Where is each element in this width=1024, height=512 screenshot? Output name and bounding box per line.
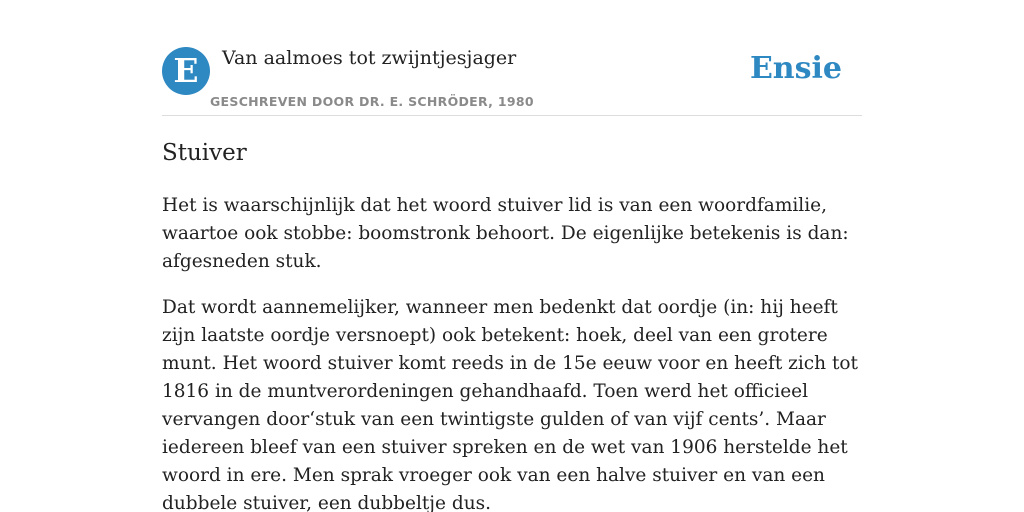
entry-body [162,192,867,512]
header-divider [162,115,862,116]
ensie-logo-link[interactable]: Ensie [749,51,842,86]
book-title-link[interactable]: Van aalmoes tot zwijntjesjager [222,47,517,69]
entry-paragraph: Het is waarschijnlijk dat het woord stuiver lid is van een woordfamilie, waartoe ook stobbe: boomstronk behoort. De eigenlijke betekenis is dan: afgesneden stuk. [162,195,849,272]
book-logo-icon[interactable]: E [162,47,210,95]
byline: GESCHREVEN DOOR DR. E. SCHRÖDER, 1980 [210,94,534,109]
entry-title: Stuiver [162,140,247,166]
header [162,45,862,115]
entry-paragraph: Dat wordt aannemelijker, wanneer men bedenkt dat oordje (in: hij heeft zijn laatste oordje versnoept) ook betekent: hoek, deel van een grotere munt. Het woord stuiver komt reeds in de 15e eeuw voor en heeft zich tot 1816 in de muntverordeningen gehandhaafd. Toen werd het officieel vervangen door‘stuk van een twintigste gulden of van vijf cents’. Maar iedereen bleef van een stuiver spreken en de wet van 1906 herstelde het woord in ere. Men sprak vroeger ook van een halve stuiver en van een dubbele stuiver, een dubbeltje dus. [162,297,858,512]
